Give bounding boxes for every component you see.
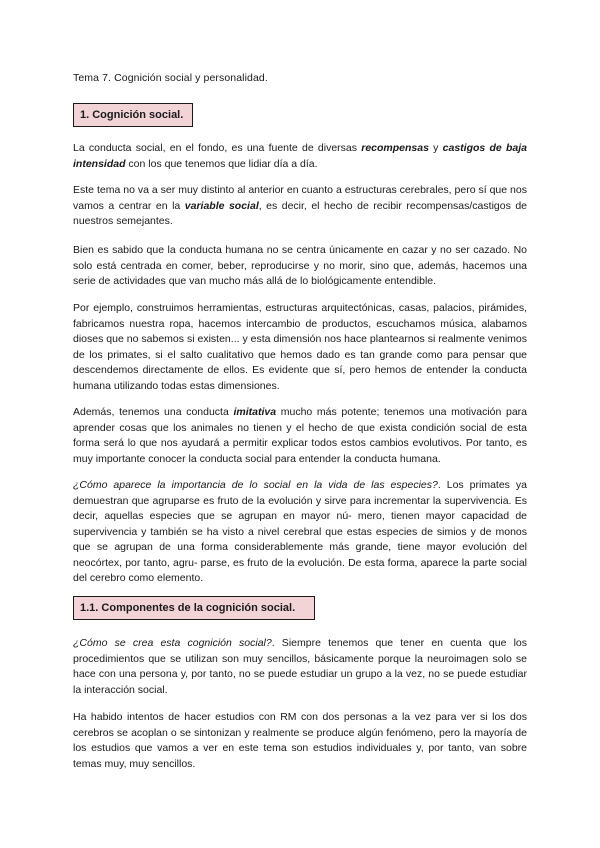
- paragraph-8: Ha habido intentos de hacer estudios con RM con dos personas a la vez para ver si los dos cerebros se acoplan o se sintonizan y realmente se produce algún fenómeno, pero la mayoría de los estudios que vamos a ver en este tema son estudios individuales y, por tanto, van sobre temas muy, muy sencillos.: [73, 711, 527, 770]
- paragraph-2: [73, 183, 527, 230]
- document-title: Tema 7. Cognición social y personalidad.: [73, 72, 268, 84]
- p2-text-a: Este tema no va a ser muy distinto al anterior en cuanto a estructuras cerebrales, pero sí que nos vamos a centrar en la: [73, 184, 527, 212]
- section-heading-1-1: [73, 596, 315, 620]
- p2-emphasis-variable-social: variable social: [184, 199, 259, 212]
- p7-text-b: . Siempre tenemos que tener en cuenta que los procedimientos que se utilizan son muy sencillos, básicamente porque la neuroimagen solo se hace con una persona y, por tanto, no se puede estudiar un grupo a la vez, no se puede estudiar la interacción social.: [73, 637, 527, 696]
- paragraph-3: Bien es sabido que la conducta humana no se centra únicamente en cazar y no ser cazado. No solo está centrada en comer, beber, reproducirse y no morir, sino que, además, hacemos una serie de actividades que van mucho más allá de lo biológicamente entendible.: [73, 244, 527, 287]
- paragraph-7: [73, 636, 527, 698]
- p1-text-c: y: [428, 142, 443, 154]
- p1-text-e: con los que tenemos que lidiar día a día.: [125, 157, 318, 170]
- p2-text-c: , es decir, el hecho de recibir recompensas/castigos de nuestros semejantes.: [73, 199, 528, 227]
- p7-question: ¿Cómo se crea esta cognición social?: [73, 637, 272, 649]
- section-heading-1-1-label: 1.1. Componentes de la cognición social.: [80, 602, 296, 614]
- p5-emphasis-imitativa: imitativa: [233, 406, 277, 418]
- section-heading-1: [73, 103, 193, 127]
- p1-emphasis-castigos: castigos de baja intensidad: [73, 142, 527, 170]
- paragraph-4: Por ejemplo, construimos herramientas, estructuras arquitectónicas, casas, palacios, pirámides, fabricamos nuestra ropa, hacemos intercambio de productos, escuchamos música, alabamos dioses que no sabemos si existen... y esta dimensión nos hace plantearnos si realmente venimos de los primates, si el salto cualitativo que hemos dado es tan grande como para pensar que descendemos directamente de ellos. Es evidente que sí, pero hemos de entender la conducta humana utilizando todas estas dimensiones.: [73, 302, 527, 392]
- section-heading-1-label: 1. Cognición social.: [80, 109, 184, 121]
- paragraph-6: [73, 478, 527, 587]
- p1-text-a: La conducta social, en el fondo, es una fuente de diversas: [73, 142, 362, 154]
- paragraph-1: [73, 141, 527, 172]
- paragraph-5: [73, 405, 527, 467]
- p6-question: ¿Cómo aparece la importancia de lo social en la vida de las especies?: [73, 479, 438, 491]
- p5-text-c: mucho más potente; tenemos una motivación para aprender cosas que los animales no tienen y el hecho de que exista condición social de esta forma será lo que nos ayudará a permitir explicar todos estos cambios evolutivos. Por tanto, es muy importante conocer la conducta social para entender la conducta humana.: [73, 406, 528, 465]
- p1-emphasis-recompensas: recompensas: [361, 142, 429, 154]
- p5-text-a: Además, tenemos una conducta: [73, 406, 234, 418]
- p6-text-b: . Los primates ya demuestran que agruparse es fruto de la evolución y sirve para incrementar la supervivencia. Es decir, aquellas especies que se agrupan en mayor nú- mero, tienen mayor capacidad de supervivencia y también se ha visto a nivel cerebral que estas especies de simios y de monos que se agrupan de una forma considerablemente más grande, tiene mayor evolución del neocórtex, por tanto, agru- parse, es fruto de la evolución. De esta forma, aparece la parte social del cerebro como elemento.: [73, 479, 527, 584]
